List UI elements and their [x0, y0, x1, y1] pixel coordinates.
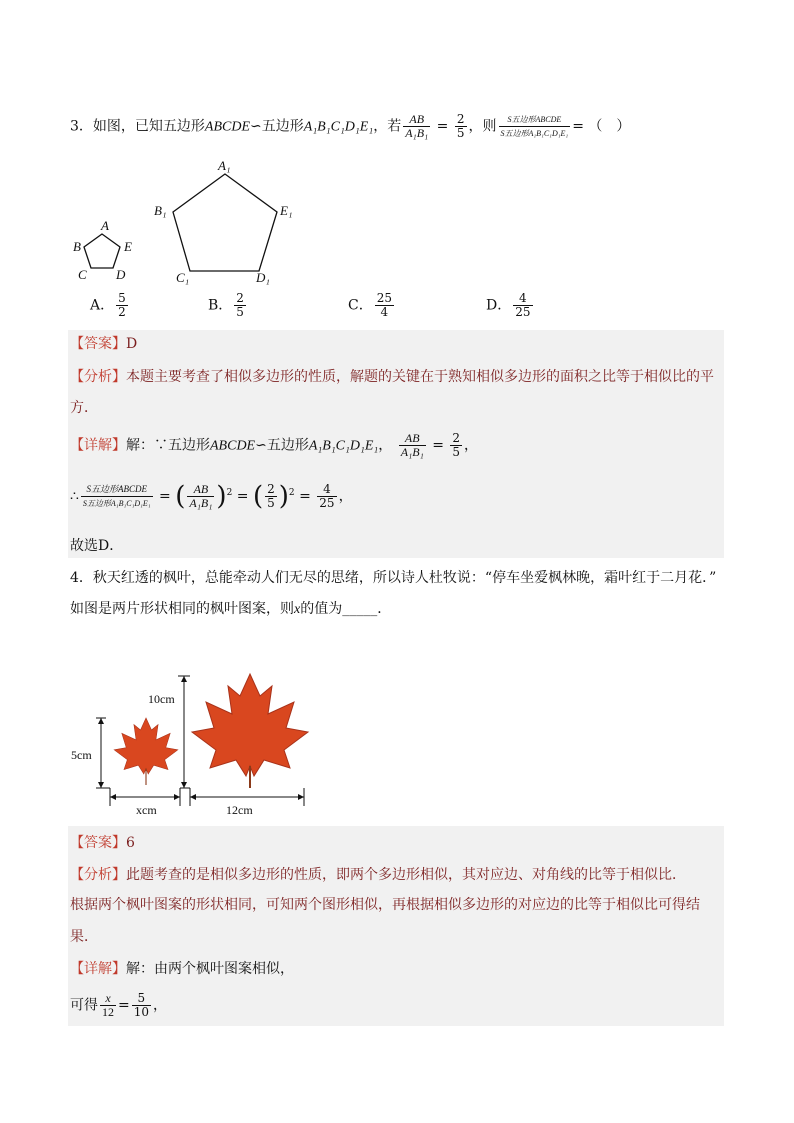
large-label-B1: B₁: [154, 203, 167, 218]
q3-analysis: 【分析】本题主要考查了相似多边形的性质，解题的关键在于熟知相似多边形的面积之比等于相似比的平: [70, 369, 714, 385]
q3-area-frac: $\frac{\text{S五边形ABCDE}}{\text{S五边形A₁B₁C₁D₁E₁}}$: [500, 115, 569, 138]
q3-detail: 【详解】解：∵五边形ABCDE∽五边形A₁B₁C₁D₁E₁， $\frac{AB}{\text{A₁B₁}}$ = $\frac{2}{5}$ ，: [70, 431, 479, 459]
q4-number: 4: [70, 570, 79, 586]
q4-detail: 【详解】解：由两个枫叶图案相似，: [70, 961, 294, 977]
q4-analysis-line3: 果．: [70, 929, 98, 945]
large-label-C1: C₁: [176, 270, 190, 285]
label-right-height: 10cm: [148, 692, 175, 706]
q3-analysis-cont: 方．: [70, 400, 98, 416]
label-left-height: 5cm: [71, 748, 92, 762]
q3-ratio-value: $\frac{2}{5}$: [456, 112, 465, 140]
large-label-D1: D₁: [256, 270, 270, 285]
q3-stem: 3．如图，已知五边形ABCDE∽五边形A₁B₁C₁D₁E₁，若 $\frac{AB}{\text{A₁B₁}}$ = $\frac{2}{5}$ ，则 $\frac{\text{S五边形ABCDE}}{\text{S五边形A₁B₁C₁D₁E₁}}$ = （ ）: [70, 112, 631, 140]
q3-answer: 【答案】D: [70, 336, 138, 352]
q4-leaf-figure: [68, 660, 318, 820]
q4-analysis: 【分析】此题考查的是相似多边形的性质，即两个多边形相似，其对应边、对角线的比等于相似比．: [70, 867, 686, 883]
q3-pentagon-figure: [70, 155, 310, 285]
large-pentagon: [173, 174, 277, 271]
q3-option-B: B． $\frac{2}{5}$: [208, 291, 244, 319]
q4-analysis-line2: 根据两个枫叶图案的形状相同，可知两个图形相似，再根据相似多边形的对应边的比等于相似比可得结: [70, 897, 700, 913]
q3-number: 3: [70, 118, 79, 135]
small-label-A: A: [101, 218, 109, 233]
large-label-E1: E₁: [280, 203, 293, 218]
large-maple-leaf: [192, 674, 308, 788]
small-pentagon: [84, 234, 120, 268]
q3-option-A: A． $\frac{5}{2}$: [90, 291, 126, 319]
small-label-B: B: [73, 239, 81, 254]
label-left-width: xcm: [136, 803, 157, 817]
small-label-D: D: [116, 267, 126, 282]
q3-conclusion: 故选D．: [70, 538, 124, 554]
large-label-A1: A₁: [218, 158, 231, 173]
q3-option-D: D． $\frac{4}{25}$: [486, 291, 531, 319]
q3-ratio-frac: $\frac{AB}{\text{A₁B₁}}$: [405, 112, 429, 140]
q3-option-C: C． $\frac{25}{4}$: [348, 291, 392, 319]
q4-equation: 可得 $\frac{x}{12}$ = $\frac{5}{10}$ ，: [70, 991, 168, 1019]
q4-stem-line1: 4．秋天红透的枫叶，总能牵动人们无尽的思绪，所以诗人杜牧说：“停车坐爱枫林晚，霜叶红于二月花．”: [70, 570, 717, 586]
q3-equation: ∴ $\frac{\text{S五边形ABCDE}}{\text{S五边形A₁B₁C₁D₁E₁}}$ = ( $\frac{AB}{\text{A₁B₁}}$ )$^2$ = ( $\frac{2}{5}$ )$^2$ = $\frac{4}{25}$ ，: [70, 481, 353, 512]
small-label-C: C: [78, 267, 87, 282]
small-maple-leaf: [114, 718, 178, 785]
q4-stem-line2: 如图是两片形状相同的枫叶图案，则x的值为_____．: [70, 601, 392, 617]
q4-answer-blank: _____: [342, 601, 378, 617]
q4-answer: 【答案】6: [70, 835, 135, 851]
label-right-width: 12cm: [226, 803, 253, 817]
small-label-E: E: [124, 239, 132, 254]
